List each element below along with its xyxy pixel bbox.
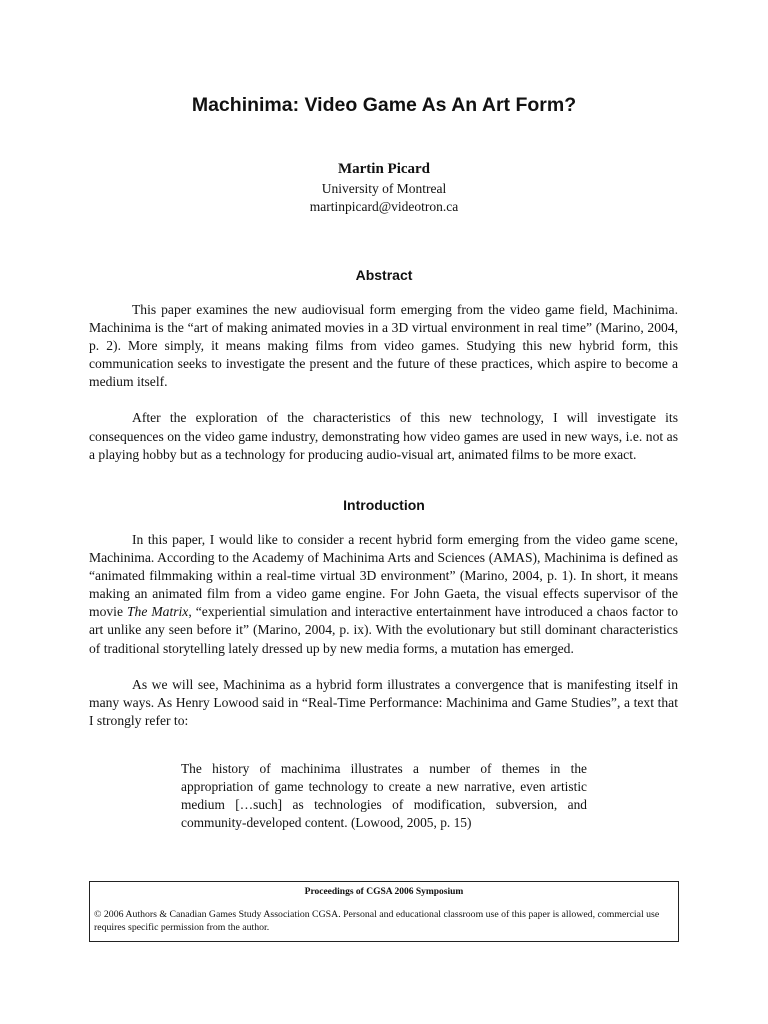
introduction-body xyxy=(89,531,678,730)
paper-title: Machinima: Video Game As An Art Form? xyxy=(191,94,577,116)
abstract-body xyxy=(89,301,678,464)
footer-copyright: © 2006 Authors & Canadian Games Study Association CGSA. Personal and educational classroom use of this paper is allowed, commercial use requires specific permission from the author. xyxy=(94,909,660,933)
author-affiliation: University of Montreal xyxy=(321,181,447,196)
abstract-paragraph: After the exploration of the characteristics of this new technology, I will investigate its consequences on the video game industry, demonstrating how video games are used in new ways, i.e. not as a playing hobby but as a technology for producing audio-visual art, animated films to be more exact. xyxy=(89,410,678,462)
author-email: martinpicard@videotron.ca xyxy=(309,199,459,214)
footer-title: Proceedings of CGSA 2006 Symposium xyxy=(304,887,464,897)
author-block xyxy=(0,158,768,216)
introduction-heading: Introduction xyxy=(343,497,425,513)
author-name: Martin Picard xyxy=(337,161,431,177)
intro-text-after-title: , “experiential simulation and interactive entertainment have introduced a chaos factor to art unlike any seen before it” (Marino, 2004, p. ix). With the evolutionary but still dominant characteristics of traditional storytelling lately dressed up by new media forms, a mutation has emerged. xyxy=(89,604,678,656)
block-quote: The history of machinima illustrates a number of themes in the appropriation of game technology to create a new narrative, even artistic medium […such] as technologies of modification, subversion, and community-developed content. (Lowood, 2005, p. 15) xyxy=(181,761,587,830)
introduction-paragraph: As we will see, Machinima as a hybrid form illustrates a convergence that is manifesting itself in many ways. As Henry Lowood said in “Real-Time Performance: Machinima and Game Studies”, a text that I strongly refer to: xyxy=(89,676,678,728)
abstract-paragraph: This paper examines the new audiovisual form emerging from the video game field, Machinima. Machinima is the “art of making animated movies in a 3D virtual environment in real time” (Marino, 2004, p. 2). More simply, it means making films from video games. Studying this new hybrid form, this communication seeks to investigate the present and the future of these practices, which aspire to become a medium itself. xyxy=(89,302,678,390)
proceedings-footer xyxy=(89,881,679,942)
movie-title: The Matrix xyxy=(126,604,189,620)
introduction-paragraph xyxy=(89,531,678,658)
intro-text-before-title: In this paper, I would like to consider a recent hybrid form emerging from the video game scene, Machinima. According to the Academy of Machinima Arts and Sciences (AMAS), Machinima is defined as “animated filmmaking within a real-time virtual 3D environment” (Marino, 2004, p. 1). In short, it means making an animated film from a video game engine. For John Gaeta, the visual effects supervisor of the movie xyxy=(89,532,678,620)
abstract-heading: Abstract xyxy=(355,267,413,283)
